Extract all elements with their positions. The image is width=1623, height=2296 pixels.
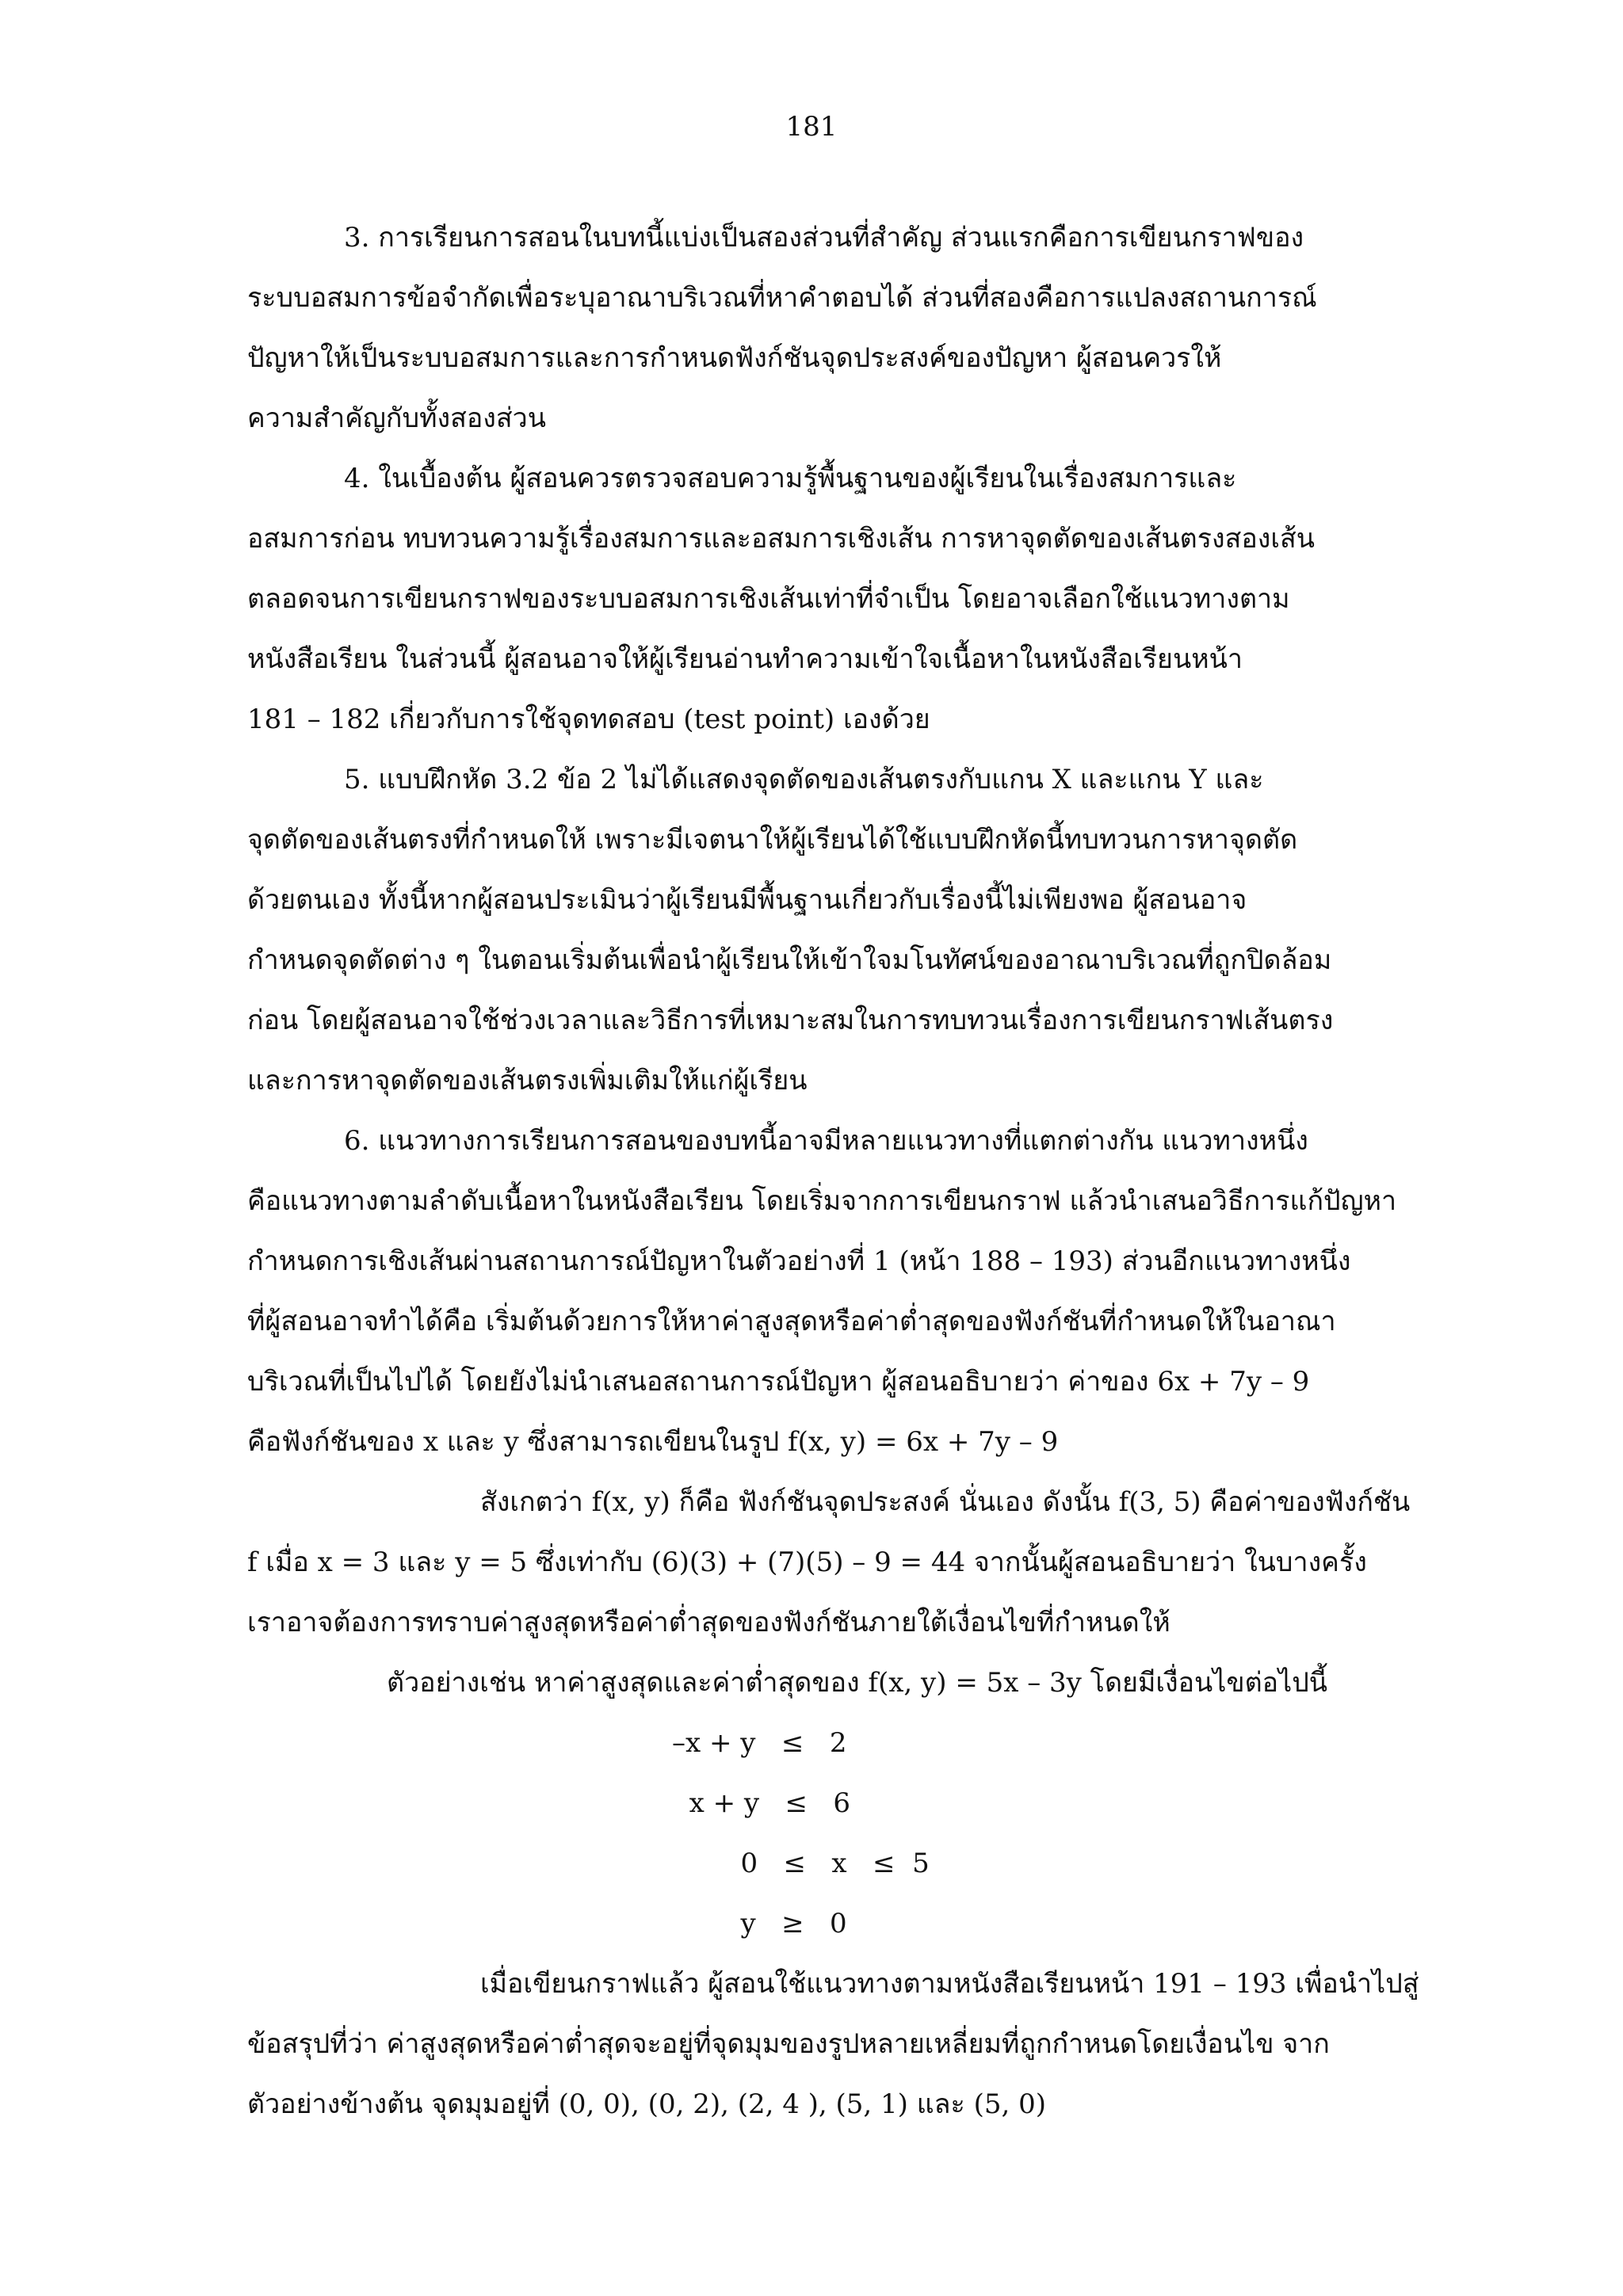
text-line: ความสำคัญกับทั้งสองส่วน	[247, 402, 546, 434]
text-line: ข้อสรุปที่ว่า ค่าสูงสุดหรือค่าต่ำสุดจะอยู่ที่จุดมุมของรูปหลายเหลี่ยมที่ถูกกำหนดโดยเงื่อนไข จาก	[247, 2028, 1330, 2060]
text-line: กำหนดการเชิงเส้นผ่านสถานการณ์ปัญหาในตัวอย่างที่ 1 (หน้า 188 – 193) ส่วนอีกแนวทางหนึ่ง	[247, 1245, 1351, 1277]
text-line: ตลอดจนการเขียนกราฟของระบบอสมการเชิงเส้นเท่าที่จำเป็น โดยอาจเลือกใช้แนวทางตาม	[247, 583, 1290, 615]
paragraph-item-3	[247, 208, 1381, 448]
text-line: เราอาจต้องการทราบค่าสูงสุดหรือค่าต่ำสุดของฟังก์ชันภายใต้เงื่อนไขที่กำหนดให้	[247, 1607, 1170, 1638]
paragraph-item-5	[247, 749, 1381, 1111]
constraint-line: x + y ≤ 6	[672, 1787, 851, 1819]
text-line: คือแนวทางตามลำดับเนื้อหาในหนังสือเรียน โดยเริ่มจากการเขียนกราฟ แล้วนำเสนอวิธีการแก้ปัญหา	[247, 1185, 1397, 1217]
document-body	[247, 208, 1419, 2134]
text-line: ด้วยตนเอง ทั้งนี้หากผู้สอนประเมินว่าผู้เรียนมีพื้นฐานเกี่ยวกับเรื่องนี้ไม่เพียงพอ ผู้สอนอาจ	[247, 884, 1247, 916]
text-line: ปัญหาให้เป็นระบบอสมการและการกำหนดฟังก์ชันจุดประสงค์ของปัญหา ผู้สอนควรให้	[247, 342, 1222, 374]
text-line: ระบบอสมการข้อจำกัดเพื่อระบุอาณาบริเวณที่หาคำตอบได้ ส่วนที่สองคือการแปลงสถานการณ์	[247, 282, 1317, 314]
constraint-line: y ≥ 0	[672, 1908, 847, 1939]
paragraph-corner-points	[247, 1954, 1419, 2134]
paragraph-item-4	[247, 448, 1381, 749]
text-line: และการหาจุดตัดของเส้นตรงเพิ่มเติมให้แก่ผู้เรียน	[247, 1065, 808, 1097]
text-line: จุดตัดของเส้นตรงที่กำหนดให้ เพราะมีเจตนาให้ผู้เรียนได้ใช้แบบฝึกหัดนี้ทบทวนการหาจุดตัด	[247, 824, 1298, 856]
text-line: 4. ในเบื้องต้น ผู้สอนควรตรวจสอบความรู้พื้นฐานของผู้เรียนในเรื่องสมการและ	[344, 463, 1237, 494]
text-line: ตัวอย่างเช่น หาค่าสูงสุดและค่าต่ำสุดของ f(x, y) = 5x – 3y โดยมีเงื่อนไขต่อไปนี้	[387, 1667, 1328, 1699]
paragraph-item-6	[247, 1111, 1397, 1472]
constraint-system	[247, 1713, 1381, 1954]
text-line: f เมื่อ x = 3 และ y = 5 ซึ่งเท่ากับ (6)(3) + (7)(5) – 9 = 44 จากนั้นผู้สอนอธิบายว่า ในบางครั้ง	[247, 1547, 1367, 1578]
page-number: 181	[785, 111, 838, 143]
constraint-line: 0 ≤ x ≤ 5	[672, 1848, 930, 1879]
text-line: 6. แนวทางการเรียนการสอนของบทนี้อาจมีหลายแนวทางที่แตกต่างกัน แนวทางหนึ่ง	[344, 1125, 1308, 1157]
text-line: คือฟังก์ชันของ x และ y ซึ่งสามารถเขียนในรูป f(x, y) = 6x + 7y – 9	[247, 1426, 1059, 1458]
text-line: หนังสือเรียน ในส่วนนี้ ผู้สอนอาจให้ผู้เรียนอ่านทำความเข้าใจเนื้อหาในหนังสือเรียนหน้า	[247, 643, 1243, 675]
text-line: 3. การเรียนการสอนในบทนี้แบ่งเป็นสองส่วนที่สำคัญ ส่วนแรกคือการเขียนกราฟของ	[344, 222, 1304, 254]
constraint-line: –x + y ≤ 2	[672, 1727, 847, 1759]
text-line: ที่ผู้สอนอาจทำได้คือ เริ่มต้นด้วยการให้หาค่าสูงสุดหรือค่าต่ำสุดของฟังก์ชันที่กำหนดให้ในอาณา	[247, 1306, 1336, 1337]
text-line: สังเกตว่า f(x, y) ก็คือ ฟังก์ชันจุดประสงค์ นั่นเอง ดังนั้น f(3, 5) คือค่าของฟังก์ชัน	[480, 1486, 1411, 1518]
paragraph-objective-function	[247, 1472, 1411, 1653]
text-line: 5. แบบฝึกหัด 3.2 ข้อ 2 ไม่ได้แสดงจุดตัดของเส้นตรงกับแกน X และแกน Y และ	[344, 764, 1264, 795]
text-line: บริเวณที่เป็นไปได้ โดยยังไม่นำเสนอสถานการณ์ปัญหา ผู้สอนอธิบายว่า ค่าของ 6x + 7y – 9	[247, 1366, 1310, 1398]
text-line: ก่อน โดยผู้สอนอาจใช้ช่วงเวลาและวิธีการที่เหมาะสมในการทบทวนเรื่องการเขียนกราฟเส้นตรง	[247, 1005, 1334, 1036]
text-line: 181 – 182 เกี่ยวกับการใช้จุดทดสอบ (test point) เองด้วย	[247, 704, 930, 735]
text-line: ตัวอย่างข้างต้น จุดมุมอยู่ที่ (0, 0), (0, 2), (2, 4 ), (5, 1) และ (5, 0)	[247, 2088, 1046, 2120]
text-line: อสมการก่อน ทบทวนความรู้เรื่องสมการและอสมการเชิงเส้น การหาจุดตัดของเส้นตรงสองเส้น	[247, 523, 1316, 555]
text-line: กำหนดจุดตัดต่าง ๆ ในตอนเริ่มต้นเพื่อนำผู้เรียนให้เข้าใจมโนทัศน์ของอาณาบริเวณที่ถูกปิดล้อม	[247, 944, 1332, 976]
paragraph-example-intro	[247, 1653, 1381, 1713]
text-line: เมื่อเขียนกราฟแล้ว ผู้สอนใช้แนวทางตามหนังสือเรียนหน้า 191 – 193 เพื่อนำไปสู่	[480, 1968, 1419, 2000]
